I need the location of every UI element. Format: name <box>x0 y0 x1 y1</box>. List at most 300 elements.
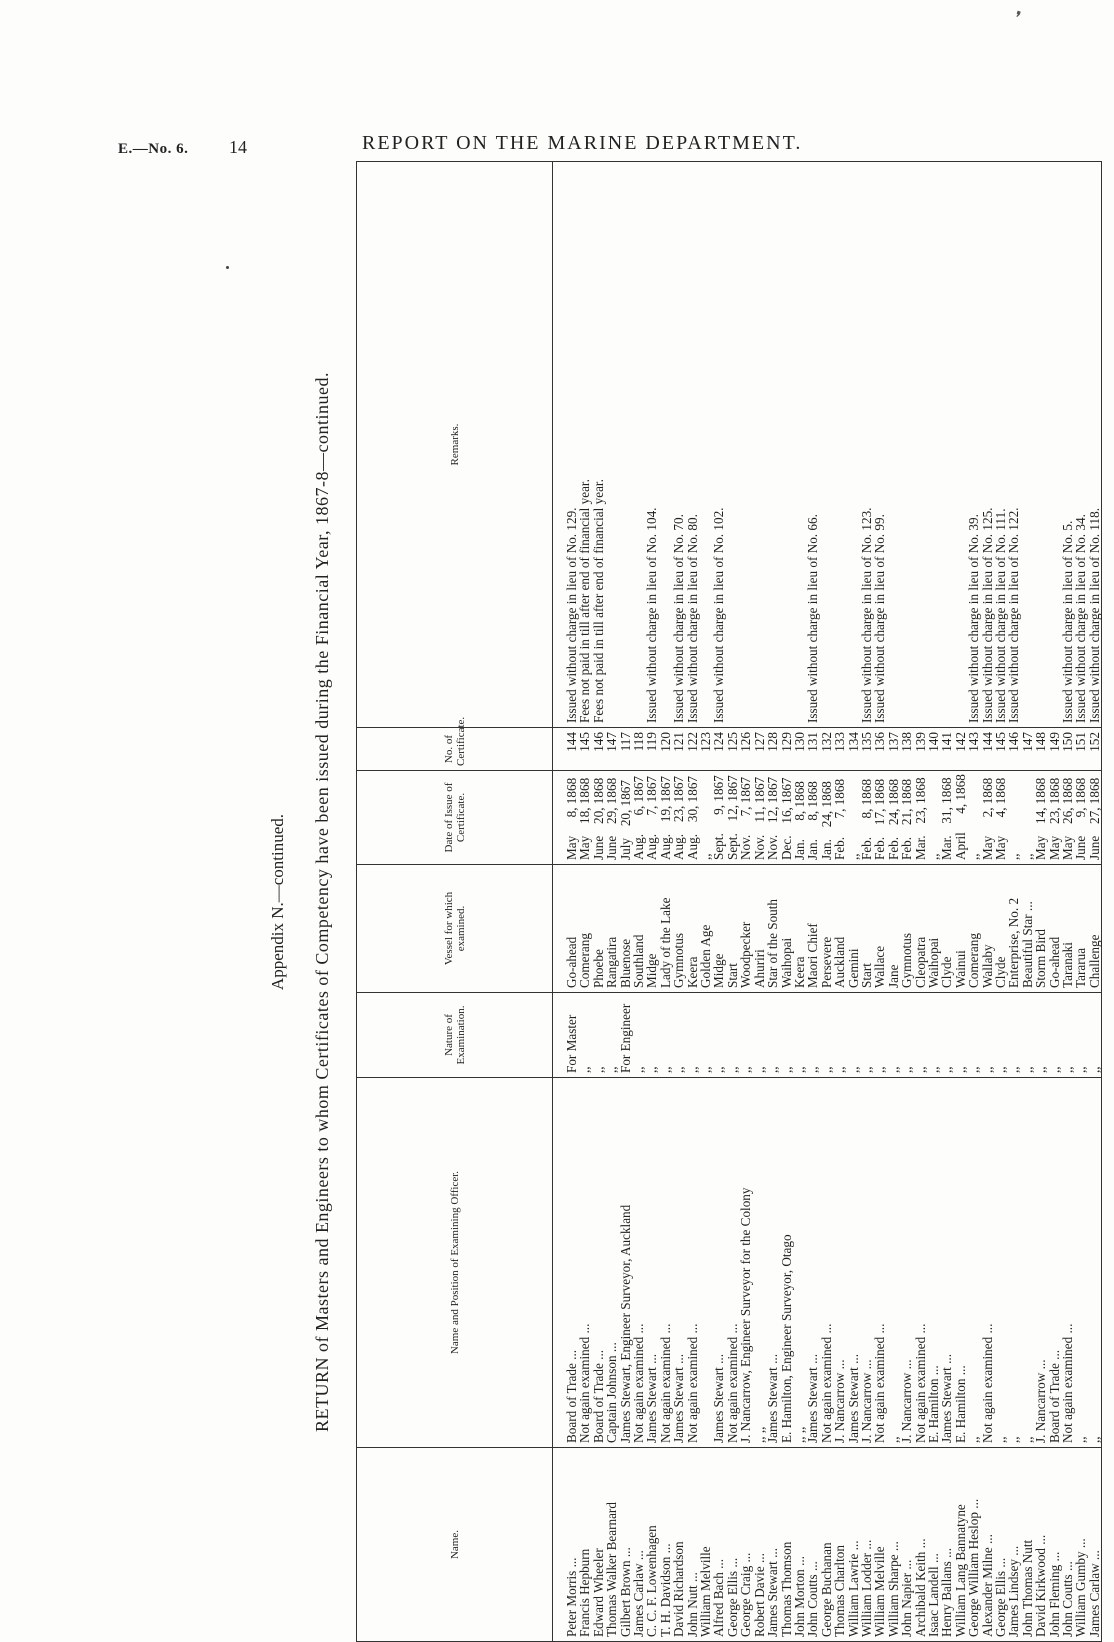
cell-nature: ,, <box>753 993 766 1078</box>
cell-nature: ,, <box>1061 993 1074 1078</box>
cell-nature: ,, <box>927 993 940 1078</box>
cell-remarks <box>619 162 632 728</box>
cell-remarks <box>753 162 766 728</box>
date-month: Nov. <box>751 834 767 860</box>
cell-date <box>632 771 645 865</box>
date-month: Mar. <box>912 835 928 860</box>
cell-date <box>659 771 672 865</box>
cell-name: James Lindsey ... <box>1007 1448 1020 1642</box>
cell-remarks <box>1048 162 1061 728</box>
cell-certificate-no: 126 <box>739 728 752 771</box>
table-row <box>739 162 752 1642</box>
cell-name: William Sharpe ... <box>887 1448 900 1642</box>
table-row <box>686 162 699 1642</box>
cell-remarks: Issued without charge in lieu of No. 102. <box>712 162 725 728</box>
cell-vessel: Taranaki <box>1061 865 1074 993</box>
date-day-year: 20, 1868 <box>590 777 606 824</box>
date-month: Feb. <box>872 836 888 860</box>
cell-certificate-no: 134 <box>847 728 860 771</box>
date-day-year: 7, 1867 <box>644 775 660 816</box>
cell-certificate-no: 139 <box>914 728 927 771</box>
cell-nature: ,, <box>873 993 886 1078</box>
date-day-year: 7, 1868 <box>832 778 848 819</box>
cell-nature: ,, <box>1074 993 1087 1078</box>
date-day-year: 2, 1868 <box>979 777 995 818</box>
date-day-year: 11, 1867 <box>751 776 767 823</box>
cell-certificate-no: 137 <box>887 728 900 771</box>
column-header-officer: Name and Position of Examining Officer. <box>357 1078 553 1448</box>
cell-nature: ,, <box>967 993 980 1078</box>
cell-name: Alexander Milne ... <box>981 1448 994 1642</box>
date-month: Feb. <box>858 836 874 860</box>
cell-certificate-no: 135 <box>860 728 873 771</box>
cell-vessel: Midge <box>712 865 725 993</box>
cell-nature: ,, <box>578 993 591 1078</box>
cell-certificate-no: 123 <box>699 728 712 771</box>
cell-date <box>847 771 860 865</box>
cell-examining-officer: J. Nancarrow ... <box>1034 1078 1047 1448</box>
table-row <box>578 162 591 1642</box>
date-day-year: 29, 1868 <box>604 777 620 824</box>
cell-name: John Coutts ... <box>1061 1448 1074 1642</box>
cell-name: John Morton ... <box>793 1448 806 1642</box>
cell-date <box>1074 771 1087 865</box>
table-row <box>806 162 819 1642</box>
cell-examining-officer: ,, <box>1007 1078 1020 1448</box>
table-row <box>659 162 672 1642</box>
cell-examining-officer: E. Hamilton ... <box>954 1078 967 1448</box>
cell-remarks: Issued without charge in lieu of No. 99. <box>873 162 886 728</box>
cell-nature: ,, <box>1007 993 1020 1078</box>
table-row <box>605 162 618 1642</box>
cell-date <box>780 771 793 865</box>
cell-date <box>1021 771 1034 865</box>
cell-nature: ,, <box>793 993 806 1078</box>
cell-vessel: Comerang <box>578 865 591 993</box>
cell-name: John Nutt ... <box>686 1448 699 1642</box>
date-month: ,, <box>1006 853 1022 860</box>
certificates-table <box>356 161 1102 1642</box>
cell-date <box>619 771 632 865</box>
cell-certificate-no: 140 <box>927 728 940 771</box>
cell-nature: ,, <box>833 993 846 1078</box>
cell-vessel: Phoebe <box>592 865 605 993</box>
cell-remarks: Fees not paid in till after end of financial year. <box>578 162 591 728</box>
cell-certificate-no: 127 <box>753 728 766 771</box>
cell-nature: ,, <box>605 993 618 1078</box>
table-row <box>954 162 967 1642</box>
cell-certificate-no: 131 <box>806 728 819 771</box>
table-row <box>833 162 846 1642</box>
cell-nature: ,, <box>914 993 927 1078</box>
date-month: June <box>604 835 620 860</box>
date-day-year: 16, 1867 <box>778 777 794 824</box>
cell-remarks <box>833 162 846 728</box>
cell-vessel: Rangatira <box>605 865 618 993</box>
table-row <box>967 162 980 1642</box>
cell-remarks: Issued without charge in lieu of No. 39. <box>967 162 980 728</box>
date-month: Dec. <box>778 835 794 860</box>
date-month: Feb. <box>899 836 915 860</box>
cell-name: George Buchanan <box>820 1448 833 1642</box>
cell-vessel: Start <box>860 865 873 993</box>
cell-vessel: Go-ahead <box>553 865 579 993</box>
cell-remarks <box>954 162 967 728</box>
cell-remarks: Issued without charge in lieu of No. 104. <box>645 162 658 728</box>
date-day-year: 19, 1867 <box>657 775 673 823</box>
cell-examining-officer: Board of Trade ... <box>592 1078 605 1448</box>
cell-date <box>994 771 1007 865</box>
table-row <box>632 162 645 1642</box>
cell-remarks <box>766 162 779 728</box>
cell-date <box>1088 771 1102 865</box>
date-day-year: 23, 1868 <box>1046 777 1062 824</box>
date-day-year: 20, 1867 <box>617 780 633 827</box>
cell-certificate-no: 149 <box>1048 728 1061 771</box>
cell-remarks <box>914 162 927 728</box>
cell-examining-officer: James Stewart ... <box>940 1078 953 1448</box>
cell-vessel: Lady of the Lake <box>659 865 672 993</box>
cell-name: Archibald Keith ... <box>914 1448 927 1642</box>
cell-nature: ,, <box>592 993 605 1078</box>
cell-vessel: Wallaby <box>981 865 994 993</box>
cell-remarks: Issued without charge in lieu of No. 125. <box>981 162 994 728</box>
cell-examining-officer: J. Nancarrow, Engineer Surveyor for the Colony <box>739 1078 752 1448</box>
date-day-year: 18, 1868 <box>577 777 593 824</box>
date-month: ,, <box>845 853 861 860</box>
cell-vessel: Woodpecker <box>739 865 752 993</box>
cell-nature: ,, <box>632 993 645 1078</box>
date-day-year: 23, 1867 <box>671 775 687 823</box>
cell-vessel: Golden Age <box>699 865 712 993</box>
cell-date <box>873 771 886 865</box>
cell-date <box>981 771 994 865</box>
return-title: RETURN of Masters and Engineers to whom Certificates of Competency have been issued during the Financial Year, 1867-8—continued. <box>312 371 332 1433</box>
cell-examining-officer: Not again examined ... <box>659 1078 672 1448</box>
cell-nature: ,, <box>900 993 913 1078</box>
cell-date <box>887 771 900 865</box>
cell-date <box>699 771 712 865</box>
cell-certificate-no: 148 <box>1034 728 1047 771</box>
cell-date <box>793 771 806 865</box>
cell-date <box>753 771 766 865</box>
cell-examining-officer: Not again examined ... <box>632 1078 645 1448</box>
column-header-name: Name. <box>357 1448 553 1642</box>
cell-date <box>900 771 913 865</box>
cell-nature: ,, <box>887 993 900 1078</box>
cell-name: Isaac Landell ... <box>927 1448 940 1642</box>
table-row <box>887 162 900 1642</box>
cell-certificate-no: 146 <box>1007 728 1020 771</box>
date-day-year: 21, 1868 <box>899 778 915 826</box>
cell-examining-officer <box>699 1078 712 1448</box>
cell-remarks: Issued without charge in lieu of No. 123. <box>860 162 873 728</box>
cell-date <box>672 771 685 865</box>
table-row <box>1021 162 1034 1642</box>
cell-certificate-no: 130 <box>793 728 806 771</box>
cell-examining-officer: Not again examined ... <box>726 1078 739 1448</box>
date-day-year: 24, 1868 <box>885 778 901 826</box>
cell-vessel: Comerang <box>967 865 980 993</box>
cell-name: David Kirkwood ... <box>1034 1448 1047 1642</box>
cell-certificate-no: 150 <box>1061 728 1074 771</box>
cell-name: Peter Morris ... <box>553 1448 579 1642</box>
cell-certificate-no: 152 <box>1088 728 1102 771</box>
date-month: June <box>1086 835 1102 860</box>
cell-remarks <box>793 162 806 728</box>
cell-date <box>820 771 833 865</box>
cell-certificate-no: 144 <box>553 728 579 771</box>
cell-vessel: Beautiful Star ... <box>1021 865 1034 993</box>
table-row <box>645 162 658 1642</box>
cell-examining-officer: E. Hamilton, Engineer Surveyor, Otago <box>780 1078 793 1448</box>
date-month: June <box>590 835 606 860</box>
cell-examining-officer: ,, ,, <box>793 1078 806 1448</box>
table-row <box>619 162 632 1642</box>
cell-certificate-no: 122 <box>686 728 699 771</box>
cell-examining-officer: James Stewart, Engineer Surveyor, Auckland <box>619 1078 632 1448</box>
date-day-year: 12, 1867 <box>724 775 740 822</box>
table-row <box>820 162 833 1642</box>
cell-name: Robert Davie ... <box>753 1448 766 1642</box>
cell-examining-officer: Board of Trade ... <box>553 1078 579 1448</box>
cell-name: James Carlaw ... <box>632 1448 645 1642</box>
cell-date <box>967 771 980 865</box>
date-month: Aug. <box>671 833 687 860</box>
table-row <box>1061 162 1074 1642</box>
table-row <box>726 162 739 1642</box>
table-row <box>1007 162 1020 1642</box>
column-header-date: Date of Issue of Certificate. <box>357 771 553 865</box>
cell-name: George Ellis ... <box>726 1448 739 1642</box>
cell-examining-officer: J. Nancarrow ... <box>860 1078 873 1448</box>
cell-certificate-no: 142 <box>954 728 967 771</box>
cell-remarks <box>739 162 752 728</box>
cell-examining-officer: J. Nancarrow ... <box>833 1078 846 1448</box>
cell-remarks <box>820 162 833 728</box>
date-month: ,, <box>698 853 714 860</box>
cell-nature: For Master <box>553 993 579 1078</box>
cell-examining-officer: James Stewart ... <box>645 1078 658 1448</box>
cell-name: William Lang Bannatyne <box>954 1448 967 1642</box>
cell-name: Thomas Charlton <box>833 1448 846 1642</box>
cell-remarks: Issued without charge in lieu of No. 129. <box>553 162 579 728</box>
cell-examining-officer: ,, ,, <box>753 1078 766 1448</box>
date-day-year: 14, 1868 <box>1033 777 1049 824</box>
cell-date <box>927 771 940 865</box>
cell-name: William Lodder ... <box>860 1448 873 1642</box>
cell-remarks <box>659 162 672 728</box>
cell-vessel: Clyde <box>940 865 953 993</box>
corner-mark: ❜ <box>1010 7 1024 29</box>
cell-date <box>940 771 953 865</box>
cell-vessel: Waihopai <box>780 865 793 993</box>
date-month: Jan. <box>818 839 834 860</box>
cell-certificate-no: 121 <box>672 728 685 771</box>
speck <box>226 266 229 269</box>
cell-nature: ,, <box>954 993 967 1078</box>
table-row <box>847 162 860 1642</box>
table-row <box>994 162 1007 1642</box>
table-row <box>914 162 927 1642</box>
cell-vessel: Go-ahead <box>1048 865 1061 993</box>
cell-examining-officer: James Stewart ... <box>712 1078 725 1448</box>
cell-vessel: Maori Chief <box>806 865 819 993</box>
cell-remarks <box>605 162 618 728</box>
page-title: REPORT ON THE MARINE DEPARTMENT. <box>362 132 803 154</box>
cell-examining-officer: Not again examined ... <box>914 1078 927 1448</box>
date-day-year: 8, 1868 <box>805 781 821 821</box>
cell-nature: ,, <box>712 993 725 1078</box>
cell-remarks: Issued without charge in lieu of No. 66. <box>806 162 819 728</box>
date-month: Jan. <box>805 839 821 860</box>
cell-date <box>592 771 605 865</box>
cell-vessel: Midge <box>645 865 658 993</box>
cell-date <box>553 771 579 865</box>
table-body <box>553 162 1102 1642</box>
date-month: Feb. <box>832 836 848 860</box>
table-row <box>780 162 793 1642</box>
cell-vessel: Gymnotus <box>900 865 913 993</box>
date-month: Nov. <box>738 834 754 860</box>
cell-name: James Carlaw ... <box>1088 1448 1102 1642</box>
cell-examining-officer: Not again examined ... <box>820 1078 833 1448</box>
table-row <box>766 162 779 1642</box>
cell-date <box>954 771 967 865</box>
column-header-certificate-no: No. of Certificate. <box>357 728 553 771</box>
column-header-remarks: Remarks. <box>357 162 553 728</box>
date-day-year: 8, 1868 <box>564 777 579 818</box>
cell-vessel: Southland <box>632 865 645 993</box>
cell-nature: ,, <box>981 993 994 1078</box>
page-number: 14 <box>229 137 247 157</box>
cell-name: Gilbert Brown ... <box>619 1448 632 1642</box>
cell-examining-officer: Not again examined ... <box>1061 1078 1074 1448</box>
date-month: Mar. <box>939 835 955 860</box>
cell-remarks <box>927 162 940 728</box>
table-row <box>981 162 994 1642</box>
cell-vessel: Waihopai <box>927 865 940 993</box>
cell-vessel: Enterprise, No. 2 <box>1007 865 1020 993</box>
cell-nature: ,, <box>847 993 860 1078</box>
date-day-year: 9, 1867 <box>711 775 727 815</box>
cell-examining-officer: ,, <box>1088 1078 1102 1448</box>
cell-vessel: Bluenose <box>619 865 632 993</box>
cell-remarks <box>940 162 953 728</box>
date-month: May <box>1046 835 1062 860</box>
cell-date <box>645 771 658 865</box>
date-month: Aug. <box>644 833 660 860</box>
cell-name: John Napier ... <box>900 1448 913 1642</box>
cell-certificate-no: 132 <box>820 728 833 771</box>
cell-certificate-no: 128 <box>766 728 779 771</box>
cell-remarks <box>726 162 739 728</box>
cell-date <box>686 771 699 865</box>
date-day-year: 4, 1868 <box>952 774 968 814</box>
cell-remarks: Issued without charge in lieu of No. 70. <box>672 162 685 728</box>
cell-nature: ,, <box>699 993 712 1078</box>
cell-remarks: Issued without charge in lieu of No. 5. <box>1061 162 1074 728</box>
cell-vessel: Tararua <box>1074 865 1087 993</box>
cell-remarks: Issued without charge in lieu of No. 80. <box>686 162 699 728</box>
column-header-vessel: Vessel for which examined. <box>357 865 553 993</box>
table-header-row <box>357 162 553 1642</box>
cell-date <box>1061 771 1074 865</box>
cell-vessel: Challenge <box>1088 865 1102 993</box>
cell-remarks <box>699 162 712 728</box>
cell-name: C. C. F. Lowenhagen <box>645 1448 658 1642</box>
cell-certificate-no: 143 <box>967 728 980 771</box>
cell-name: George Ellis ... <box>994 1448 1007 1642</box>
cell-certificate-no: 144 <box>981 728 994 771</box>
table-row <box>753 162 766 1642</box>
cell-examining-officer: ,, <box>994 1078 1007 1448</box>
cell-name: George William Heslop ... <box>967 1448 980 1642</box>
date-month: Aug. <box>684 833 700 860</box>
cell-nature: ,, <box>1048 993 1061 1078</box>
cell-vessel: Storm Bird <box>1034 865 1047 993</box>
cell-name: William Gumby ... <box>1074 1448 1087 1642</box>
cell-remarks <box>900 162 913 728</box>
cell-nature: ,, <box>726 993 739 1078</box>
cell-examining-officer: ,, <box>1021 1078 1034 1448</box>
cell-nature: ,, <box>860 993 873 1078</box>
cell-examining-officer: James Stewart ... <box>806 1078 819 1448</box>
cell-nature: ,, <box>672 993 685 1078</box>
cell-certificate-no: 138 <box>900 728 913 771</box>
cell-date <box>1048 771 1061 865</box>
cell-vessel: Auckland <box>833 865 846 993</box>
cell-vessel: Star of the South <box>766 865 779 993</box>
column-header-nature: Nature of Examination. <box>357 993 553 1078</box>
cell-certificate-no: 118 <box>632 728 645 771</box>
date-day-year: 24, 1868 <box>818 781 834 828</box>
cell-examining-officer: ,, <box>967 1078 980 1448</box>
cell-date <box>914 771 927 865</box>
table-row <box>900 162 913 1642</box>
date-month: Sept. <box>724 833 740 860</box>
cell-remarks <box>887 162 900 728</box>
date-day-year: 17, 1868 <box>872 778 888 826</box>
cell-certificate-no: 119 <box>645 728 658 771</box>
cell-name: Alfred Bach ... <box>712 1448 725 1642</box>
date-day-year: 31, 1868 <box>939 777 955 824</box>
cell-examining-officer: Not again examined ... <box>686 1078 699 1448</box>
cell-name: James Stewart ... <box>766 1448 779 1642</box>
cell-nature: ,, <box>645 993 658 1078</box>
cell-examining-officer: Not again examined ... <box>981 1078 994 1448</box>
table-row <box>592 162 605 1642</box>
date-month: Aug. <box>631 833 647 860</box>
cell-name: Francis Hepburn <box>578 1448 591 1642</box>
cell-remarks: Issued without charge in lieu of No. 118. <box>1088 162 1102 728</box>
cell-remarks: Issued without charge in lieu of No. 111. <box>994 162 1007 728</box>
cell-nature: ,, <box>780 993 793 1078</box>
cell-examining-officer: E. Hamilton ... <box>927 1078 940 1448</box>
cell-name: John Coutts ... <box>806 1448 819 1642</box>
table-row <box>873 162 886 1642</box>
cell-remarks: Issued without charge in lieu of No. 34. <box>1074 162 1087 728</box>
table-row <box>793 162 806 1642</box>
cell-nature: ,, <box>766 993 779 1078</box>
cell-nature: ,, <box>994 993 1007 1078</box>
cell-vessel: Wallace <box>873 865 886 993</box>
date-day-year: 6, 1867 <box>631 775 647 816</box>
cell-nature: ,, <box>1021 993 1034 1078</box>
cell-vessel: Clyde <box>994 865 1007 993</box>
date-day-year: 9, 1868 <box>1073 777 1089 818</box>
date-month: Feb. <box>885 836 901 860</box>
